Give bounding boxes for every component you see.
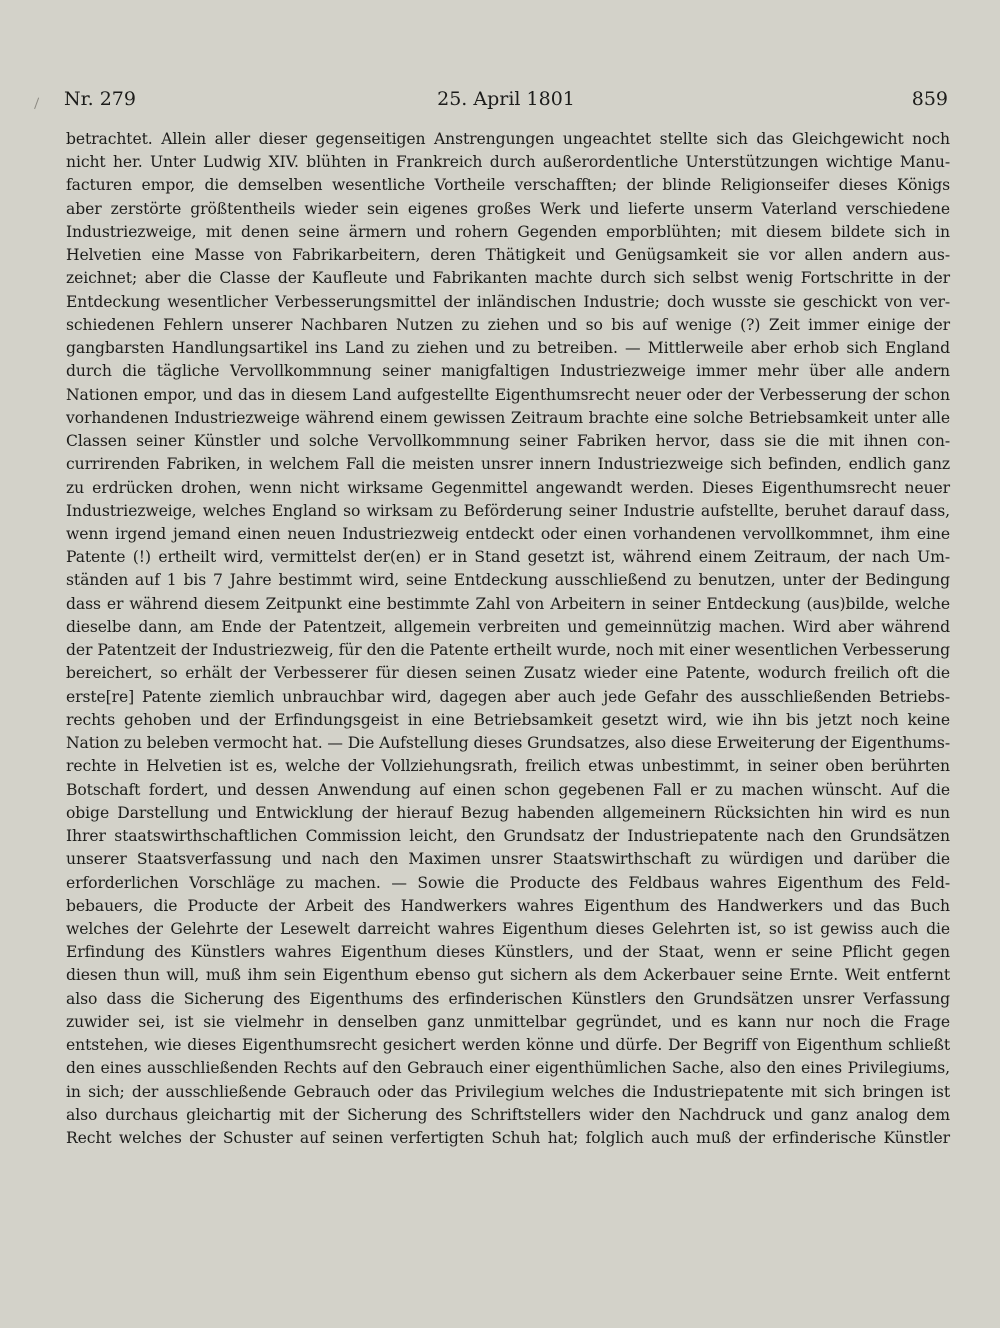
page-number: 859 bbox=[911, 88, 948, 110]
text-line: zu erdrücken drohen, wenn nicht wirksame Gegenmittel angewandt werden. Dieses Eigenthumsrecht neuer bbox=[66, 478, 950, 497]
text-line: Patente (!) ertheilt wird, vermittelst der(en) er in Stand gesetzt ist, während einem Zeitraum, der nach Um- bbox=[66, 548, 950, 567]
text-line: facturen empor, die demselben wesentliche Vortheile verschafften; der blinde Religionseifer dieses Königs bbox=[66, 176, 950, 195]
text-line: obige Darstellung und Entwicklung der hierauf Bezug habenden allgemeinern Rücksichten hin wird es nun bbox=[66, 803, 950, 822]
margin-mark bbox=[34, 98, 43, 111]
text-line: entstehen, wie dieses Eigenthumsrecht gesichert werden könne und dürfe. Der Begriff von Eigenthum schließt bbox=[66, 1036, 950, 1055]
text-line: Helvetien eine Masse von Fabrikarbeitern, deren Thätigkeit und Genügsamkeit sie vor allen andern aus- bbox=[66, 246, 950, 265]
text-line: Recht welches der Schuster auf seinen verfertigten Schuh hat; folglich auch muß der erfinderische Künstler bbox=[66, 1129, 950, 1148]
text-line: Industriezweige, welches England so wirksam zu Beförderung seiner Industrie aufstellte, beruhet darauf dass, bbox=[66, 501, 950, 520]
text-line: der Patentzeit der Industriezweig, für den die Patente ertheilt wurde, noch mit einer wesentlichen Verbesserung bbox=[66, 641, 950, 660]
text-line: Industriezweige, mit denen seine ärmern und rohern Gegenden emporblühten; mit diesem bildete sich in bbox=[66, 222, 950, 241]
text-line: durch die tägliche Vervollkommnung seiner manigfaltigen Industriezweige immer mehr über alle andern bbox=[66, 362, 950, 381]
text-line: currirenden Fabriken, in welchem Fall die meisten unsrer innern Industriezweige sich befinden, endlich ganz bbox=[66, 455, 950, 474]
document-date: 25. April 1801 bbox=[437, 88, 575, 110]
text-line: Classen seiner Künstler und solche Vervollkommnung seiner Fabriken hervor, dass sie die mit ihnen con- bbox=[66, 432, 950, 451]
text-line: schiedenen Fehlern unserer Nachbaren Nutzen zu ziehen und so bis auf wenige (?) Zeit immer einige der bbox=[66, 315, 950, 334]
text-line: rechte in Helvetien ist es, welche der Vollziehungsrath, freilich etwas unbestimmt, in seiner oben berührten bbox=[66, 757, 950, 776]
text-line: dass er während diesem Zeitpunkt eine bestimmte Zahl von Arbeitern in seiner Entdeckung (aus)bilde, welche bbox=[66, 594, 950, 613]
text-line: erforderlichen Vorschläge zu machen. — Sowie die Producte des Feldbaus wahres Eigenthum des Feld- bbox=[66, 873, 950, 892]
text-line: bebauers, die Producte der Arbeit des Handwerkers wahres Eigenthum des Handwerkers und das Buch bbox=[66, 896, 950, 915]
text-line: nicht her. Unter Ludwig XIV. blühten in Frankreich durch außerordentliche Unterstützungen wichtige Manu- bbox=[66, 153, 950, 172]
text-line: aber zerstörte größtentheils wieder sein eigenes großes Werk und lieferte unserm Vaterland verschiedene bbox=[66, 199, 950, 218]
text-line: ständen auf 1 bis 7 Jahre bestimmt wird, seine Entdeckung ausschließend zu benutzen, unter der Bedingung bbox=[66, 571, 950, 590]
text-line: gangbarsten Handlungsartikel ins Land zu ziehen und zu betreiben. — Mittlerweile aber erhob sich England bbox=[66, 339, 950, 358]
text-line: also dass die Sicherung des Eigenthums des erfinderischen Künstlers den Grundsätzen unsrer Verfassung bbox=[66, 989, 950, 1008]
text-line: zuwider sei, ist sie vielmehr in denselben ganz unmittelbar gegründet, und es kann nur noch die Frage bbox=[66, 1012, 950, 1031]
text-line: erste[re] Patente ziemlich unbrauchbar wird, dagegen aber auch jede Gefahr des ausschließenden Betriebs- bbox=[66, 687, 950, 706]
text-line: zeichnet; aber die Classe der Kaufleute und Fabrikanten machte durch sich selbst wenig Fortschritte in der bbox=[66, 269, 950, 288]
text-line: rechts gehoben und der Erfindungsgeist in eine Betriebsamkeit gesetzt wird, wie ihn bis jetzt noch keine bbox=[66, 710, 950, 729]
text-line: Nationen empor, und das in diesem Land aufgestellte Eigenthumsrecht neuer oder der Verbesserung der schon bbox=[66, 385, 950, 404]
text-line: dieselbe dann, am Ende der Patentzeit, allgemein verbreiten und gemeinnützig machen. Wird aber während bbox=[66, 617, 950, 636]
document-number: Nr. 279 bbox=[64, 88, 136, 110]
text-line: wenn irgend jemand einen neuen Industriezweig entdeckt oder einen vorhandenen vervollkommnet, ihm eine bbox=[66, 524, 950, 543]
text-line: Botschaft fordert, und dessen Anwendung auf einen schon gegebenen Fall er zu machen wünscht. Auf die bbox=[66, 780, 950, 799]
text-line: in sich; der ausschließende Gebrauch oder das Privilegium welches die Industriepatente mit sich bringen ist bbox=[66, 1082, 950, 1101]
text-line: betrachtet. Allein aller dieser gegenseitigen Anstrengungen ungeachtet stellte sich das Gleichgewicht noch bbox=[66, 130, 950, 148]
body-text bbox=[66, 128, 950, 1150]
text-line: vorhandenen Industriezweige während einem gewissen Zeitraum brachte eine solche Betriebsamkeit unter alle bbox=[66, 408, 950, 427]
text-line: Nation zu beleben vermocht hat. — Die Aufstellung dieses Grundsatzes, also diese Erweiterung der Eigenthums- bbox=[66, 734, 950, 753]
text-line: also durchaus gleichartig mit der Sicherung des Schriftstellers wider den Nachdruck und ganz analog dem bbox=[66, 1105, 950, 1124]
text-line: Ihrer staatswirthschaftlichen Commission leicht, den Grundsatz der Industriepatente nach den Grundsätzen bbox=[66, 827, 950, 846]
text-line: Entdeckung wesentlicher Verbesserungsmittel der inländischen Industrie; doch wusste sie geschickt von ver- bbox=[66, 292, 950, 311]
text-line: Erfindung des Künstlers wahres Eigenthum dieses Künstlers, und der Staat, wenn er seine Pflicht gegen bbox=[66, 943, 950, 962]
running-header bbox=[64, 88, 948, 118]
text-line: welches der Gelehrte der Lesewelt darreicht wahres Eigenthum dieses Gelehrten ist, so ist gewiss auch die bbox=[66, 919, 950, 938]
text-line: bereichert, so erhält der Verbesserer für diesen seinen Zusatz wieder eine Patente, wodurch freilich oft die bbox=[66, 664, 950, 683]
text-line: unserer Staatsverfassung und nach den Maximen unsrer Staatswirthschaft zu würdigen und darüber die bbox=[66, 850, 950, 869]
text-line: den eines ausschließenden Rechts auf den Gebrauch einer eigenthümlichen Sache, also den eines Privilegiums, bbox=[66, 1059, 950, 1078]
text-line: diesen thun will, muß ihm sein Eigenthum ebenso gut sichern als dem Ackerbauer seine Ernte. Weit entfernt bbox=[66, 966, 950, 985]
